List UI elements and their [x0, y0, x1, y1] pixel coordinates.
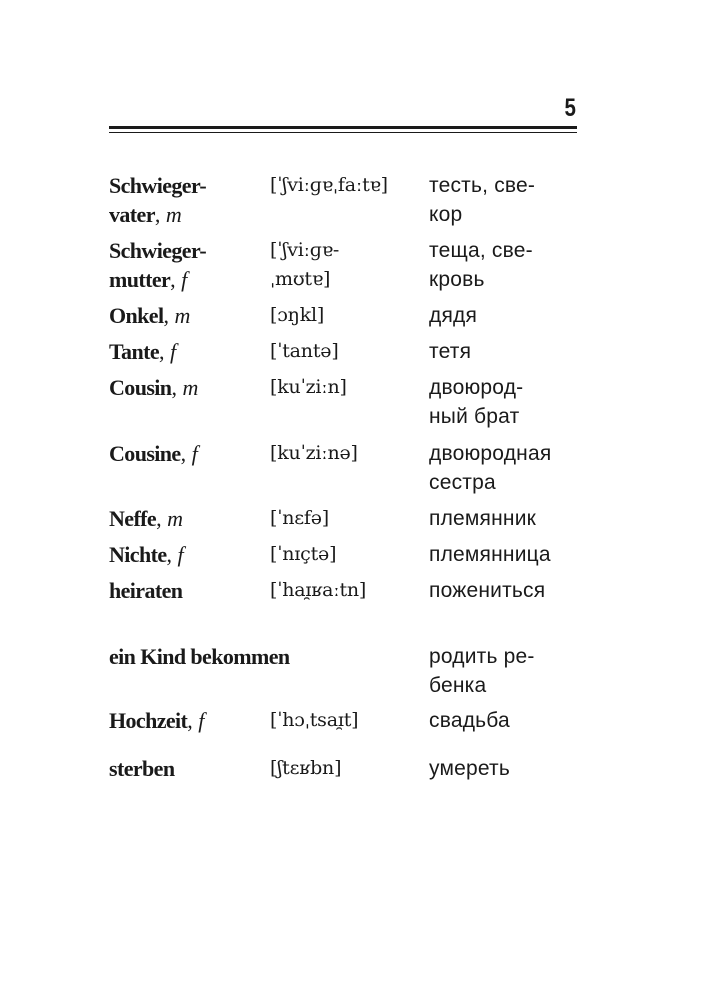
entry-gender: f: [169, 339, 177, 364]
entry-translation: [429, 504, 584, 533]
entry-lemma: Cousin: [109, 375, 172, 400]
entry-word: Neffe, m: [109, 506, 183, 531]
transcription-line: [ɔŋkl]: [270, 304, 325, 326]
translation-line: бенка: [429, 674, 487, 697]
entry-transcription: [270, 439, 425, 468]
entry-lemma: Schwieger-: [109, 173, 207, 198]
entry-transcription: [270, 236, 425, 294]
entry-lemma: mutter: [109, 267, 171, 292]
entry-translation: [429, 576, 584, 605]
entry-lemma: Tante: [109, 339, 159, 364]
header-rule-thick: [109, 126, 577, 129]
entry-translation: [429, 236, 584, 294]
entry-transcription: [270, 337, 425, 366]
transcription-line: ˌmʊtɐ]: [270, 268, 331, 290]
entry-translation: [429, 540, 584, 569]
entry-lemma: Onkel: [109, 303, 164, 328]
transcription-line: [ʃtɛʁbn]: [270, 757, 342, 779]
entry-lemma: Schwieger-: [109, 238, 207, 263]
entry-translation: [429, 301, 584, 330]
translation-line: свадьба: [429, 709, 510, 732]
entry-gender: f: [181, 267, 188, 292]
entry-word: [109, 576, 269, 605]
translation-line: пожениться: [429, 579, 546, 602]
translation-line: ный брат: [429, 405, 520, 428]
entry-lemma: vater: [109, 202, 155, 227]
entry-transcription: [270, 576, 425, 605]
translation-line: тесть, све-: [429, 174, 536, 197]
entry-gender: m: [182, 375, 199, 400]
transcription-line: [ˈʃviːɡɐˌfaːtɐ]: [270, 174, 388, 196]
page-number: 5: [564, 94, 576, 122]
entry-word: Cousine, f: [109, 441, 198, 466]
entry-word: Schwieger- mutter, f: [109, 238, 207, 292]
entry-translation: [429, 642, 584, 700]
entry-lemma: Cousine: [109, 441, 181, 466]
entry-word: Nichte, f: [109, 542, 184, 567]
entry-translation: [429, 373, 584, 431]
translation-line: кровь: [429, 268, 485, 291]
translation-line: теща, све-: [429, 239, 533, 262]
translation-line: двоюродная: [429, 442, 552, 465]
transcription-line: [ˈnɪçtə]: [270, 543, 337, 565]
entry-transcription: [270, 373, 425, 402]
entry-word: [109, 754, 269, 783]
transcription-line: [kuˈziːn]: [270, 376, 347, 398]
entry-word: Hochzeit, f: [109, 708, 205, 733]
entry-transcription: [270, 504, 425, 533]
entry-transcription: [270, 171, 425, 200]
entry-translation: [429, 706, 584, 735]
entry-gender: m: [165, 202, 182, 227]
transcription-line: [ˈhɔˌtsaɪ̯t]: [270, 709, 359, 731]
entry-transcription: [270, 540, 425, 569]
entry-gender: f: [177, 542, 184, 567]
translation-line: кор: [429, 203, 463, 226]
entry-lemma: sterben: [109, 756, 175, 781]
translation-line: дядя: [429, 304, 478, 327]
entry-gender: m: [167, 506, 183, 531]
entry-word: Schwieger- vater, m: [109, 173, 207, 227]
translation-line: племянница: [429, 543, 551, 566]
entry-gender: m: [174, 303, 191, 328]
entry-gender: f: [198, 708, 205, 733]
entry-word: Onkel, m: [109, 303, 191, 328]
entry-word: [109, 642, 429, 671]
transcription-line: [ˈtantə]: [270, 340, 339, 362]
entry-transcription: [270, 706, 425, 735]
entry-lemma: Hochzeit: [109, 708, 188, 733]
entry-lemma: Neffe: [109, 506, 157, 531]
entry-translation: [429, 337, 584, 366]
entry-translation: [429, 171, 584, 229]
entry-transcription: [270, 754, 425, 783]
entry-translation: [429, 439, 584, 497]
entry-lemma: ein Kind bekommen: [109, 644, 290, 669]
translation-line: родить ре-: [429, 645, 535, 668]
translation-line: двоюрод-: [429, 376, 524, 399]
header-rule-thin: [109, 132, 577, 133]
translation-line: умереть: [429, 757, 511, 780]
entry-lemma: heiraten: [109, 578, 183, 603]
transcription-line: [ˈhaɪ̯ʁaːtn]: [270, 579, 367, 601]
translation-line: племянник: [429, 507, 537, 530]
entry-lemma: Nichte: [109, 542, 167, 567]
entry-gender: f: [191, 441, 198, 466]
entry-word: Cousin, m: [109, 375, 199, 400]
translation-line: сестра: [429, 471, 496, 494]
entry-transcription: [270, 301, 425, 330]
transcription-line: [ˈʃviːɡɐ-: [270, 239, 340, 261]
entry-word: Tante, f: [109, 339, 177, 364]
entry-translation: [429, 754, 584, 783]
transcription-line: [ˈnɛfə]: [270, 507, 330, 529]
translation-line: тетя: [429, 340, 472, 363]
transcription-line: [kuˈziːnə]: [270, 442, 358, 464]
